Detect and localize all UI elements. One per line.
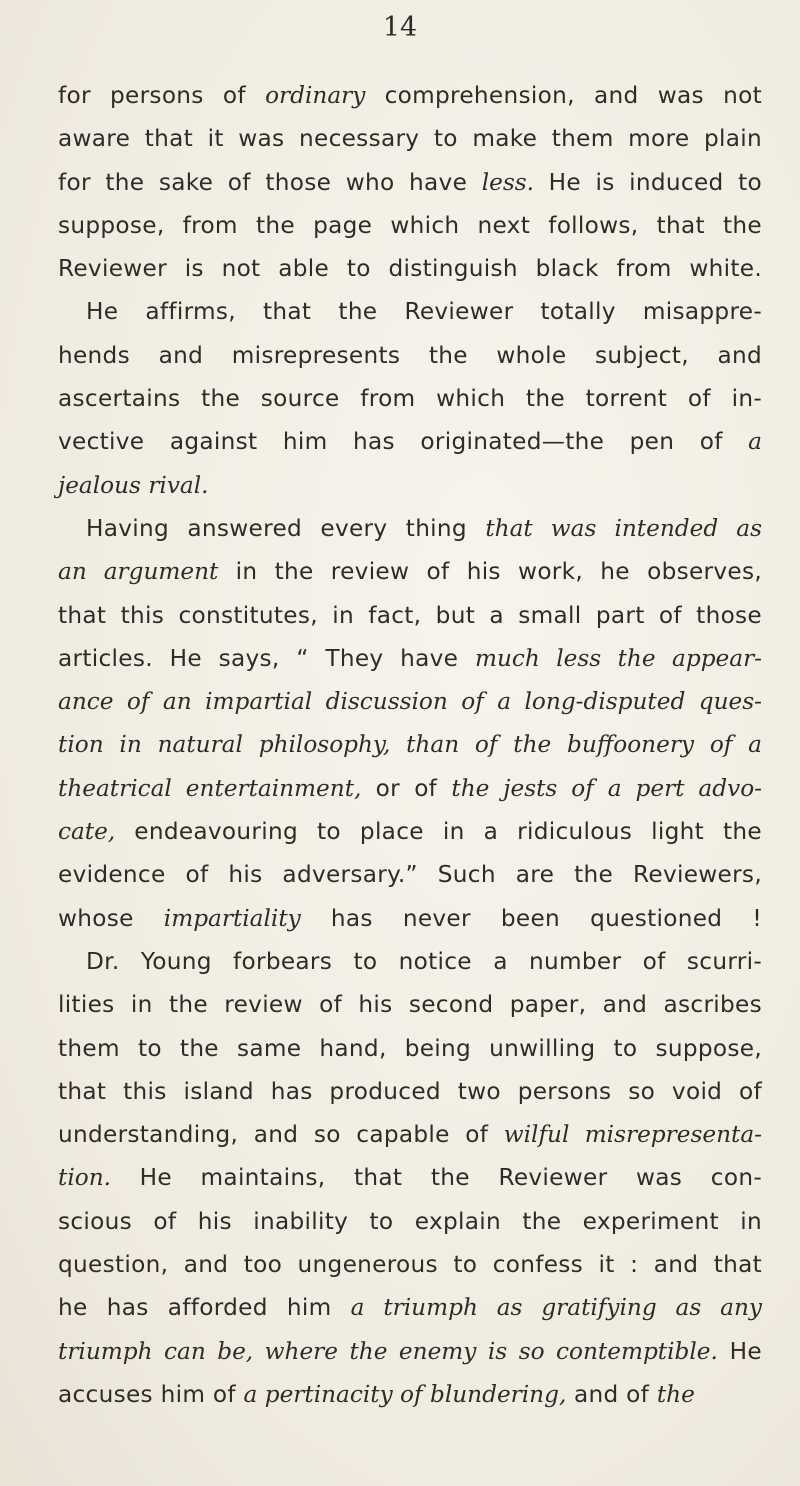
text-run: that this constitutes, in fact, but a small part of those [58,601,762,629]
text-run: Having answered every thing [86,514,486,542]
text-line [58,420,762,463]
text-line [58,117,762,160]
body-text [58,74,762,1416]
text-run: understanding, and so capable of [58,1121,504,1149]
text-run: accuses him of [58,1380,244,1408]
text-line [58,290,762,333]
text-line [58,1156,762,1199]
text-run: for persons of [58,82,266,109]
text-run: that this island has produced two persons so void of [58,1077,762,1105]
text-run: suppose, from the page which next follows, that the [58,211,762,239]
text-run: for the sake of those who have [58,168,482,196]
text-line [58,594,762,637]
text-line [58,940,762,983]
text-run: Reviewer is not able to distinguish black from white. [58,255,762,283]
text-line [58,723,762,766]
text-line [58,1330,762,1373]
text-line [58,1070,762,1113]
text-run: them to the same hand, being unwilling to suppose, [58,1034,762,1062]
text-run: Dr. Young forbears to notice a number of scurri- [86,947,762,975]
text-run: hends and misrepresents the whole subject, and [58,341,762,369]
text-line [58,983,762,1026]
italic-text: that was intended as [485,514,762,542]
italic-text: an argument [58,558,219,586]
text-run: He is induced to [534,168,762,196]
italic-text: wilful misrepresenta- [503,1121,762,1149]
italic-text: jealous rival. [58,471,209,499]
text-line [58,1113,762,1156]
text-line [58,897,762,940]
text-line [58,507,762,550]
text-run: aware that it was necessary to make them more plain [58,125,762,153]
text-line [58,74,762,117]
text-run: lities in the review of his second paper, and ascribes [58,991,762,1019]
text-line [58,680,762,723]
italic-text: impartiality [163,904,301,932]
page-number: 14 [382,12,418,43]
text-run: question, and too ungenerous to confess it : and that [58,1251,762,1279]
text-run: he has afforded him [58,1294,351,1322]
text-line [58,550,762,593]
text-run: whose [58,904,164,932]
text-run: and of [566,1380,657,1408]
text-run: or of [361,774,452,802]
italic-text: tion. [58,1164,111,1192]
italic-text: a [748,428,762,456]
text-line [58,334,762,377]
italic-text: theatrical entertainment, [58,774,362,802]
italic-text: ordinary [265,82,366,109]
italic-text: the [656,1380,695,1408]
text-run: comprehension, and was not [365,82,762,109]
italic-text: ance of an impartial discussion of a long-disputed ques- [58,688,762,716]
italic-text: less. [481,168,535,196]
text-line [58,161,762,204]
italic-text: cate, [58,818,116,846]
text-line [58,1200,762,1243]
text-line [58,767,762,810]
text-line [58,204,762,247]
text-run: ascertains the source from which the torrent of in- [58,385,762,413]
text-run: scious of his inability to explain the experiment in [58,1207,762,1235]
text-run: He affirms, that the Reviewer totally misappre- [86,298,762,326]
text-line [58,637,762,680]
text-run: vective against him has originated—the pen of [58,428,749,456]
text-line [58,377,762,420]
text-line [58,1243,762,1286]
text-line [58,1373,762,1416]
text-run: He maintains, that the Reviewer was con- [111,1164,762,1192]
italic-text: much less the appear- [474,644,762,672]
italic-text: tion in natural philosophy, than of the buffoonery of a [58,731,762,759]
italic-text: the jests of a pert advo- [451,774,762,802]
italic-text: a pertinacity of blundering, [243,1380,567,1408]
text-run: endeavouring to place in a ridiculous light the [115,818,762,846]
text-line [58,247,762,290]
italic-text: a triumph as gratifying as any [350,1294,762,1322]
text-run: He [717,1337,762,1365]
text-line [58,853,762,896]
text-run: has never been questioned ! [300,904,762,932]
text-run: evidence of his adversary.” Such are the Reviewers, [58,861,762,889]
text-run: in the review of his work, he observes, [218,558,763,586]
text-line [58,1286,762,1329]
text-line [58,1027,762,1070]
text-line [58,810,762,853]
text-line [58,464,762,507]
text-run: articles. He says, “ They have [58,644,475,672]
italic-text: triumph can be, where the enemy is so contemptible. [58,1337,718,1365]
